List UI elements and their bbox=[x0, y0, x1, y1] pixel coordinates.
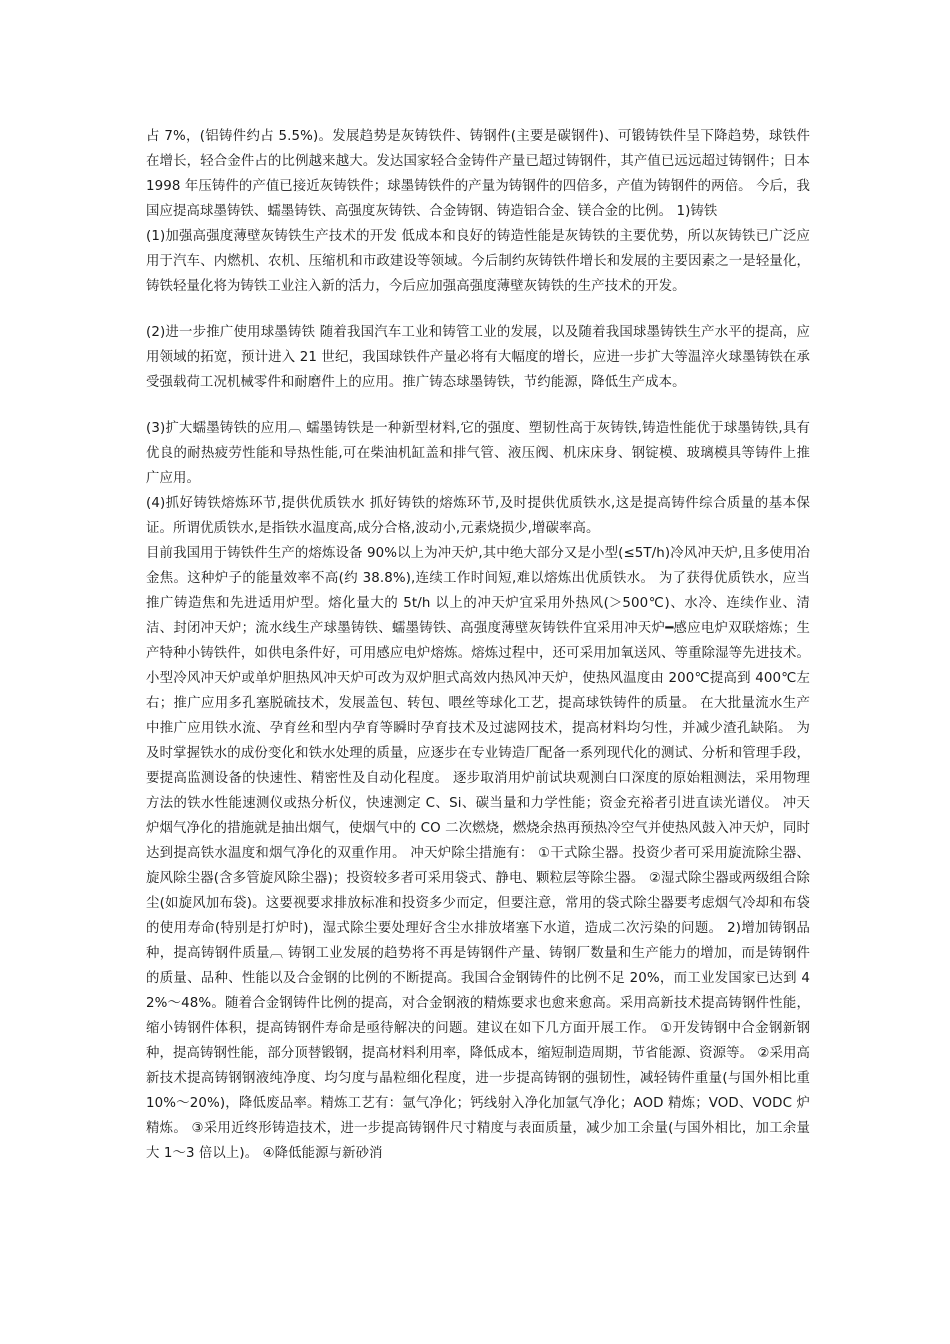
paragraph-melting: (4)抓好铸铁熔炼环节,提供优质铁水 抓好铸铁的熔炼环节,及时提供优质铁水,这是提高铸件综合质量的基本保证。所谓优质铁水,是指铁水温度高,成分合格,波动小,元素烧损少,增碳率高。 bbox=[146, 496, 810, 536]
paragraph-ductile-iron: (2)进一步推广使用球墨铸铁 随着我国汽车工业和铸管工业的发展，以及随着我国球墨铸铁生产水平的提高，应用领域的拓宽，预计进入 21 世纪，我国球铁件产量必将有大幅度的增长，应进一步扩大等温淬火球墨铸铁在承受强载荷工况机械零件和耐磨件上的应用。推广铸态球墨铸铁，节约能源，降低生产成本。 bbox=[146, 325, 810, 390]
document-page bbox=[146, 124, 810, 1166]
paragraph-vermicular-iron: (3)扩大蠕墨铸铁的应用︹ 蠕墨铸铁是一种新型材料,它的强度、塑韧性高于灰铸铁,铸造性能优于球墨铸铁,具有优良的耐热疲劳性能和导热性能,可在柴油机缸盖和排气管、液压阀、机床床身、钢锭模、玻璃模具等铸件上推广应用。 bbox=[146, 421, 810, 486]
paragraph-cupola-and-steel: 目前我国用于铸铁件生产的熔炼设备 90%以上为冲天炉,其中绝大部分又是小型(≤5T/h)冷风冲天炉,且多使用冶金焦。这种炉子的能量效率不高(约 38.8%),连续工作时间短,难以熔炼出优质铁水。 为了获得优质铁水，应当推广铸造焦和先进适用炉型。熔化量大的 5t/h 以上的冲天炉宜采用外热风(＞500℃)、水冷、连续作业、清洁、封闭冲天炉；流水线生产球墨铸铁、蠕墨铸铁、高强度薄壁灰铸铁件宜采用冲天炉━感应电炉双联熔炼；生产特种小铸铁件，如供电条件好，可用感应电炉熔炼。熔炼过程中，还可采用加氧送风、等重除湿等先进技术。 小型冷风冲天炉或单炉胆热风冲天炉可改为双炉胆式高效内热风冲天炉，使热风温度由 200℃提高到 400℃左右；推广应用多孔塞脱硫技术，发展盖包、转包、喂丝等球化工艺，提高球铁铸件的质量。 在大批量流水生产中推广应用铁水流、孕育丝和型内孕育等瞬时孕育技术及过滤网技术，提高材料均匀性，并减少渣孔缺陷。 为及时掌握铁水的成份变化和铁水处理的质量，应逐步在专业铸造厂配备一系列现代化的测试、分析和管理手段，要提高监测设备的快速性、精密性及自动化程度。 逐步取消用炉前试块观测白口深度的原始粗测法，采用物理方法的铁水性能速测仪或热分析仪，快速测定 C、Si、碳当量和力学性能；资金充裕者引进直读光谱仪。 冲天炉烟气净化的措施就是抽出烟气，使烟气中的 CO 二次燃烧，燃烧余热再预热冷空气并使热风鼓入冲天炉，同时达到提高铁水温度和烟气净化的双重作用。 冲天炉除尘措施有： ①干式除尘器。投资少者可采用旋流除尘器、旋风除尘器(含多管旋风除尘器)；投资较多者可采用袋式、静电、颗粒层等除尘器。 ②湿式除尘器或两级组合除尘(如旋风加布袋)。这要视要求排放标准和投资多少而定，但要注意，常用的袋式除尘器要考虑烟气冷却和布袋的使用寿命(特别是打炉时)，湿式除尘要处理好含尘水排放堵塞下水道，造成二次污染的问题。 2)增加铸钢品种，提高铸钢件质量︹ 铸钢工业发展的趋势将不再是铸钢件产量、铸钢厂数量和生产能力的增加，而是铸钢件的质量、品种、性能以及合金钢的比例的不断提高。我国合金钢铸件的比例不足 20%，而工业发国家已达到 42%～48%。随着合金钢铸件比例的提高，对合金钢液的精炼要求也愈来愈高。采用高新技术提高铸钢件性能，缩小铸钢件体积，提高铸钢件寿命是亟待解决的问题。建议在如下几方面开展工作。 ①开发铸钢中合金钢新钢种，提高铸钢性能，部分顶替锻钢，提高材料利用率，降低成本，缩短制造周期，节省能源、资源等。 ②采用高新技术提高铸钢钢液纯净度、均匀度与晶粒细化程度，进一步提高铸钢的强韧性，减轻铸件重量(与国外相比重 10%～20%)，降低废品率。精炼工艺有：氩气净化；钙线射入净化加氩气净化；AOD 精炼；VOD、VODC 炉精炼。 ③采用近终形铸造技术，进一步提高铸钢件尺寸精度与表面质量，减少加工余量(与国外相比，加工余量大 1～3 倍以上)。 ④降低能源与新砂消 bbox=[146, 546, 811, 1161]
paragraph-intro: 占 7%，(铝铸件约占 5.5%)。发展趋势是灰铸铁件、铸钢件(主要是碳钢件)、可锻铸铁件呈下降趋势，球铁件在增长，轻合金件占的比例越来越大。发达国家轻合金铸件产量已超过铸钢件，其产值已远远超过铸钢件；日本 1998 年压铸件的产值已接近灰铸铁件；球墨铸铁件的产量为铸钢件的四倍多，产值为铸钢件的两倍。 今后，我国应提高球墨铸铁、蠕墨铸铁、高强度灰铸铁、合金铸钢、铸造铝合金、镁合金的比例。 1)铸铁 bbox=[146, 129, 810, 219]
paragraph-gray-iron: (1)加强高强度薄壁灰铸铁生产技术的开发 低成本和良好的铸造性能是灰铸铁的主要优势，所以灰铸铁已广泛应用于汽车、内燃机、农机、压缩机和市政建设等领域。今后制约灰铸铁件增长和发展的主要因素之一是轻量化，铸铁轻量化将为铸铁工业注入新的活力，今后应加强高强度薄壁灰铸铁的生产技术的开发。 bbox=[146, 229, 810, 294]
